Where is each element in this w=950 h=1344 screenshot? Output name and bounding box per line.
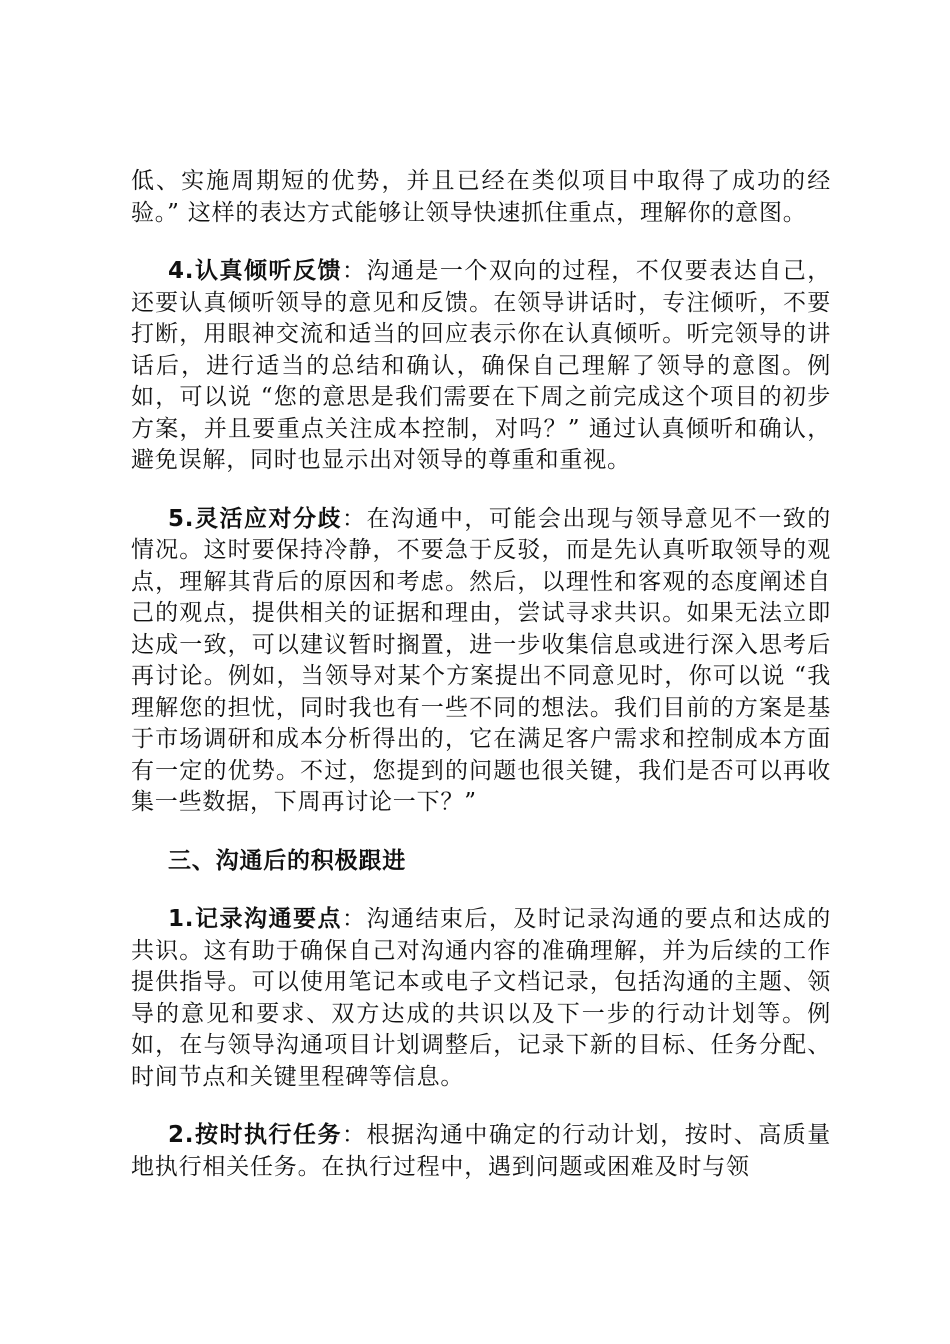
document-page <box>131 166 831 1183</box>
paragraph-1 <box>131 904 831 1093</box>
paragraph-2-number: 2. <box>168 1122 195 1148</box>
paragraph-1-number: 1. <box>168 906 195 932</box>
paragraph-4-body: 沟通是一个双向的过程，不仅要表达自己，还要认真倾听领导的意见和反馈。在领导讲话时，专注倾听，不要打断，用眼神交流和适当的回应表示你在认真倾听。听完领导的讲话后，进行适当的总结和确认，确保自己理解了领导的意图。例如，可以说 “您的意思是我们需要在下周之前完成这个项目的初步方案，并且要重点关注成本控制，对吗？” 通过认真倾听和确认，避免误解，同时也显示出对领导的尊重和重视。 <box>131 258 831 473</box>
paragraph-5-colon: ： <box>341 505 367 532</box>
paragraph-2-body: 根据沟通中确定的行动计划，按时、高质量地执行相关任务。在执行过程中，遇到问题或困难及时与领 <box>131 1122 831 1180</box>
paragraph-2-title: 按时执行任务 <box>194 1122 342 1148</box>
paragraph-continuation: 低、实施周期短的优势，并且已经在类似项目中取得了成功的经验。” 这样的表达方式能够让领导快速抓住重点，理解你的意图。 <box>131 168 831 226</box>
paragraph-4 <box>131 256 831 477</box>
paragraph-5-title: 灵活应对分歧 <box>194 505 342 532</box>
paragraph-5-number: 5. <box>168 505 195 532</box>
paragraph-4-colon: ： <box>341 258 367 284</box>
paragraph-1-body: 沟通结束后，及时记录沟通的要点和达成的共识。这有助于确保自己对沟通内容的准确理解，并为后续的工作提供指导。可以使用笔记本或电子文档记录，包括沟通的主题、领导的意见和要求、双方达成的共识以及下一步的行动计划等。例如，在与领导沟通项目计划调整后，记录下新的目标、任务分配、时间节点和关键里程碑等信息。 <box>131 906 831 1090</box>
paragraph-1-title: 记录沟通要点 <box>194 906 342 932</box>
paragraph-2-colon: ： <box>341 1122 367 1148</box>
section-3-heading: 三、沟通后的积极跟进 <box>168 847 406 874</box>
paragraph-5-body: 在沟通中，可能会出现与领导意见不一致的情况。这时要保持冷静，不要急于反驳，而是先认真听取领导的观点，理解其背后的原因和考虑。然后，以理性和客观的态度阐述自己的观点，提供相关的证据和理由，尝试寻求共识。如果无法立即达成一致，可以建议暂时搁置，进一步收集信息或进行深入思考后再讨论。例如，当领导对某个方案提出不同意见时，你可以说 “我理解您的担忧，同时我也有一些不同的想法。我们目前的方案是基于市场调研和成本分析得出的，它在满足客户需求和控制成本方面有一定的优势。不过，您提到的问题也很关键，我们是否可以再收集一些数据，下周再讨论一下？” <box>131 505 831 815</box>
paragraph-1-colon: ： <box>341 906 367 932</box>
paragraph-2 <box>131 1120 831 1183</box>
paragraph-4-title: 认真倾听反馈 <box>194 258 342 284</box>
paragraph-4-number: 4. <box>168 258 195 284</box>
paragraph-5 <box>131 504 831 819</box>
